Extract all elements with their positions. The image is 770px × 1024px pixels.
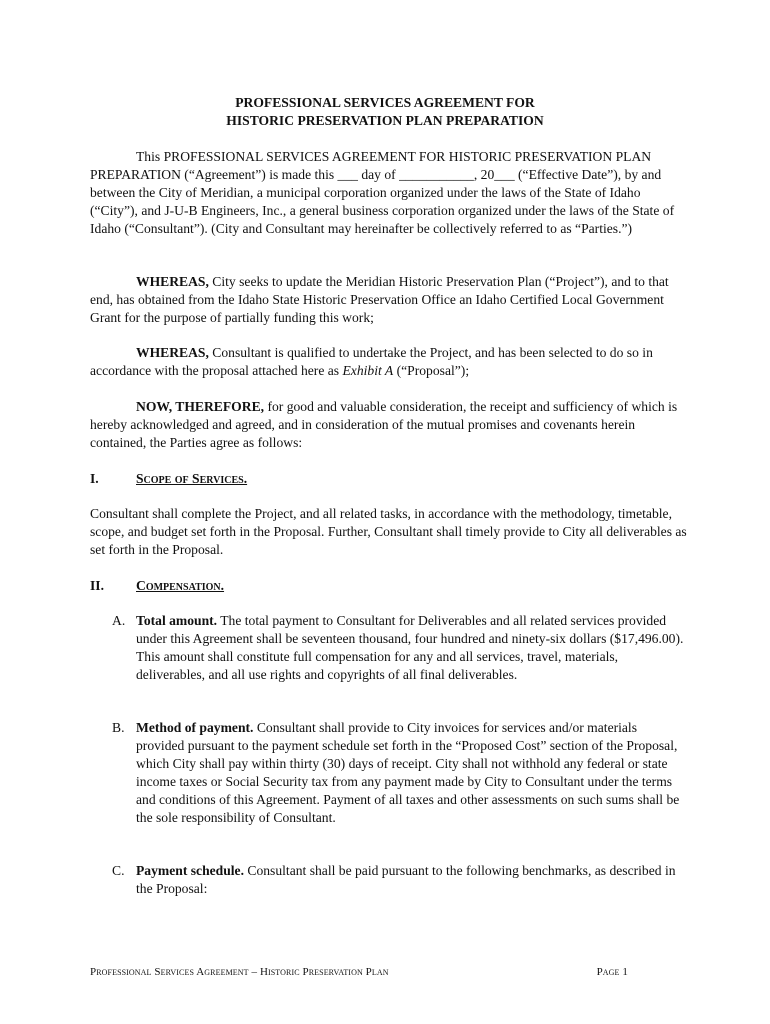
item-body: [136, 612, 684, 684]
item-text: The total payment to Consultant for Deliverables and all related services provided under this Agreement shall be seventeen thousand, four hundred and ninety-six dollars ($17,496.00). This amount shall constitute full compensation for any and all services, travel, materials, deliverables, and all use rights and copyrights of all final deliverables.: [136, 613, 684, 682]
whereas-text-2-after: (“Proposal”);: [393, 363, 470, 378]
item-letter: A.: [112, 613, 126, 628]
footer-document-title: Professional Services Agreement – Historic Preservation Plan: [90, 966, 389, 978]
item-label: Total amount.: [136, 613, 218, 628]
exhibit-reference: Exhibit A: [342, 363, 394, 378]
now-therefore-lead: NOW, THEREFORE,: [136, 399, 265, 414]
now-therefore-text: for good and valuable consideration, the receipt and sufficiency of which is hereby acknowledged and agreed, and in consideration of the mutual promises and covenants herein contained, the Parties agree as follows:: [90, 399, 678, 450]
whereas-text-2-before: Consultant is qualified to undertake the Project, and has been selected to do so in accordance with the proposal attached here as: [90, 345, 653, 378]
whereas-text-1: City seeks to update the Meridian Historic Preservation Plan (“Project”), and to that end, has obtained from the Idaho State Historic Preservation Office an Idaho Certified Local Government Grant for the purpose of partially funding this work;: [90, 274, 669, 325]
item-body: [136, 719, 684, 827]
item-body: [136, 862, 684, 898]
section-title: Compensation.: [136, 578, 225, 593]
intro-paragraph: This PROFESSIONAL SERVICES AGREEMENT FOR HISTORIC PRESERVATION PLAN PREPARATION (“Agreement”) is made this ___ day of ___________, 20___ (“Effective Date”), by and between the City of Meridian, a municipal corporation organized under the laws of the State of Idaho (“City”), and J-U-B Engineers, Inc., a general business corporation organized under the laws of the State of Idaho (“Consultant”). (City and Consultant may hereinafter be collectively referred to as “Parties.”): [90, 149, 675, 236]
section-number: II.: [90, 578, 104, 593]
footer-page-number: Page 1: [596, 966, 628, 978]
section-number: I.: [90, 471, 99, 486]
item-label: Method of payment.: [136, 720, 254, 735]
whereas-lead-2: WHEREAS,: [136, 345, 209, 360]
document-title-line-2: HISTORIC PRESERVATION PLAN PREPARATION: [226, 113, 544, 128]
section-title: Scope of Services.: [136, 471, 248, 486]
scope-paragraph: Consultant shall complete the Project, and all related tasks, in accordance with the methodology, timetable, scope, and budget set forth in the Proposal. Further, Consultant shall timely provide to City all deliverables as set forth in the Proposal.: [90, 506, 687, 557]
item-label: Payment schedule.: [136, 863, 244, 878]
whereas-lead-1: WHEREAS,: [136, 274, 209, 289]
item-text: Consultant shall provide to City invoices for services and/or materials provided pursuant to the payment schedule set forth in the “Proposed Cost” section of the Proposal, which City shall pay within thirty (30) days of receipt. City shall not withhold any federal or state income taxes or Social Security tax from any payment made by City to Consultant under the terms and conditions of this Agreement. Payment of all taxes and other assessments on such sums shall be the sole responsibility of Consultant.: [136, 720, 680, 825]
item-text: Consultant shall be paid pursuant to the following benchmarks, as described in the Proposal:: [136, 863, 676, 896]
item-letter: B.: [112, 720, 125, 735]
document-title-line-1: PROFESSIONAL SERVICES AGREEMENT FOR: [235, 95, 535, 110]
whereas-paragraph-2: [90, 344, 690, 380]
whereas-paragraph-1: [90, 273, 690, 327]
item-letter: C.: [112, 863, 125, 878]
now-therefore-paragraph: [90, 398, 690, 452]
